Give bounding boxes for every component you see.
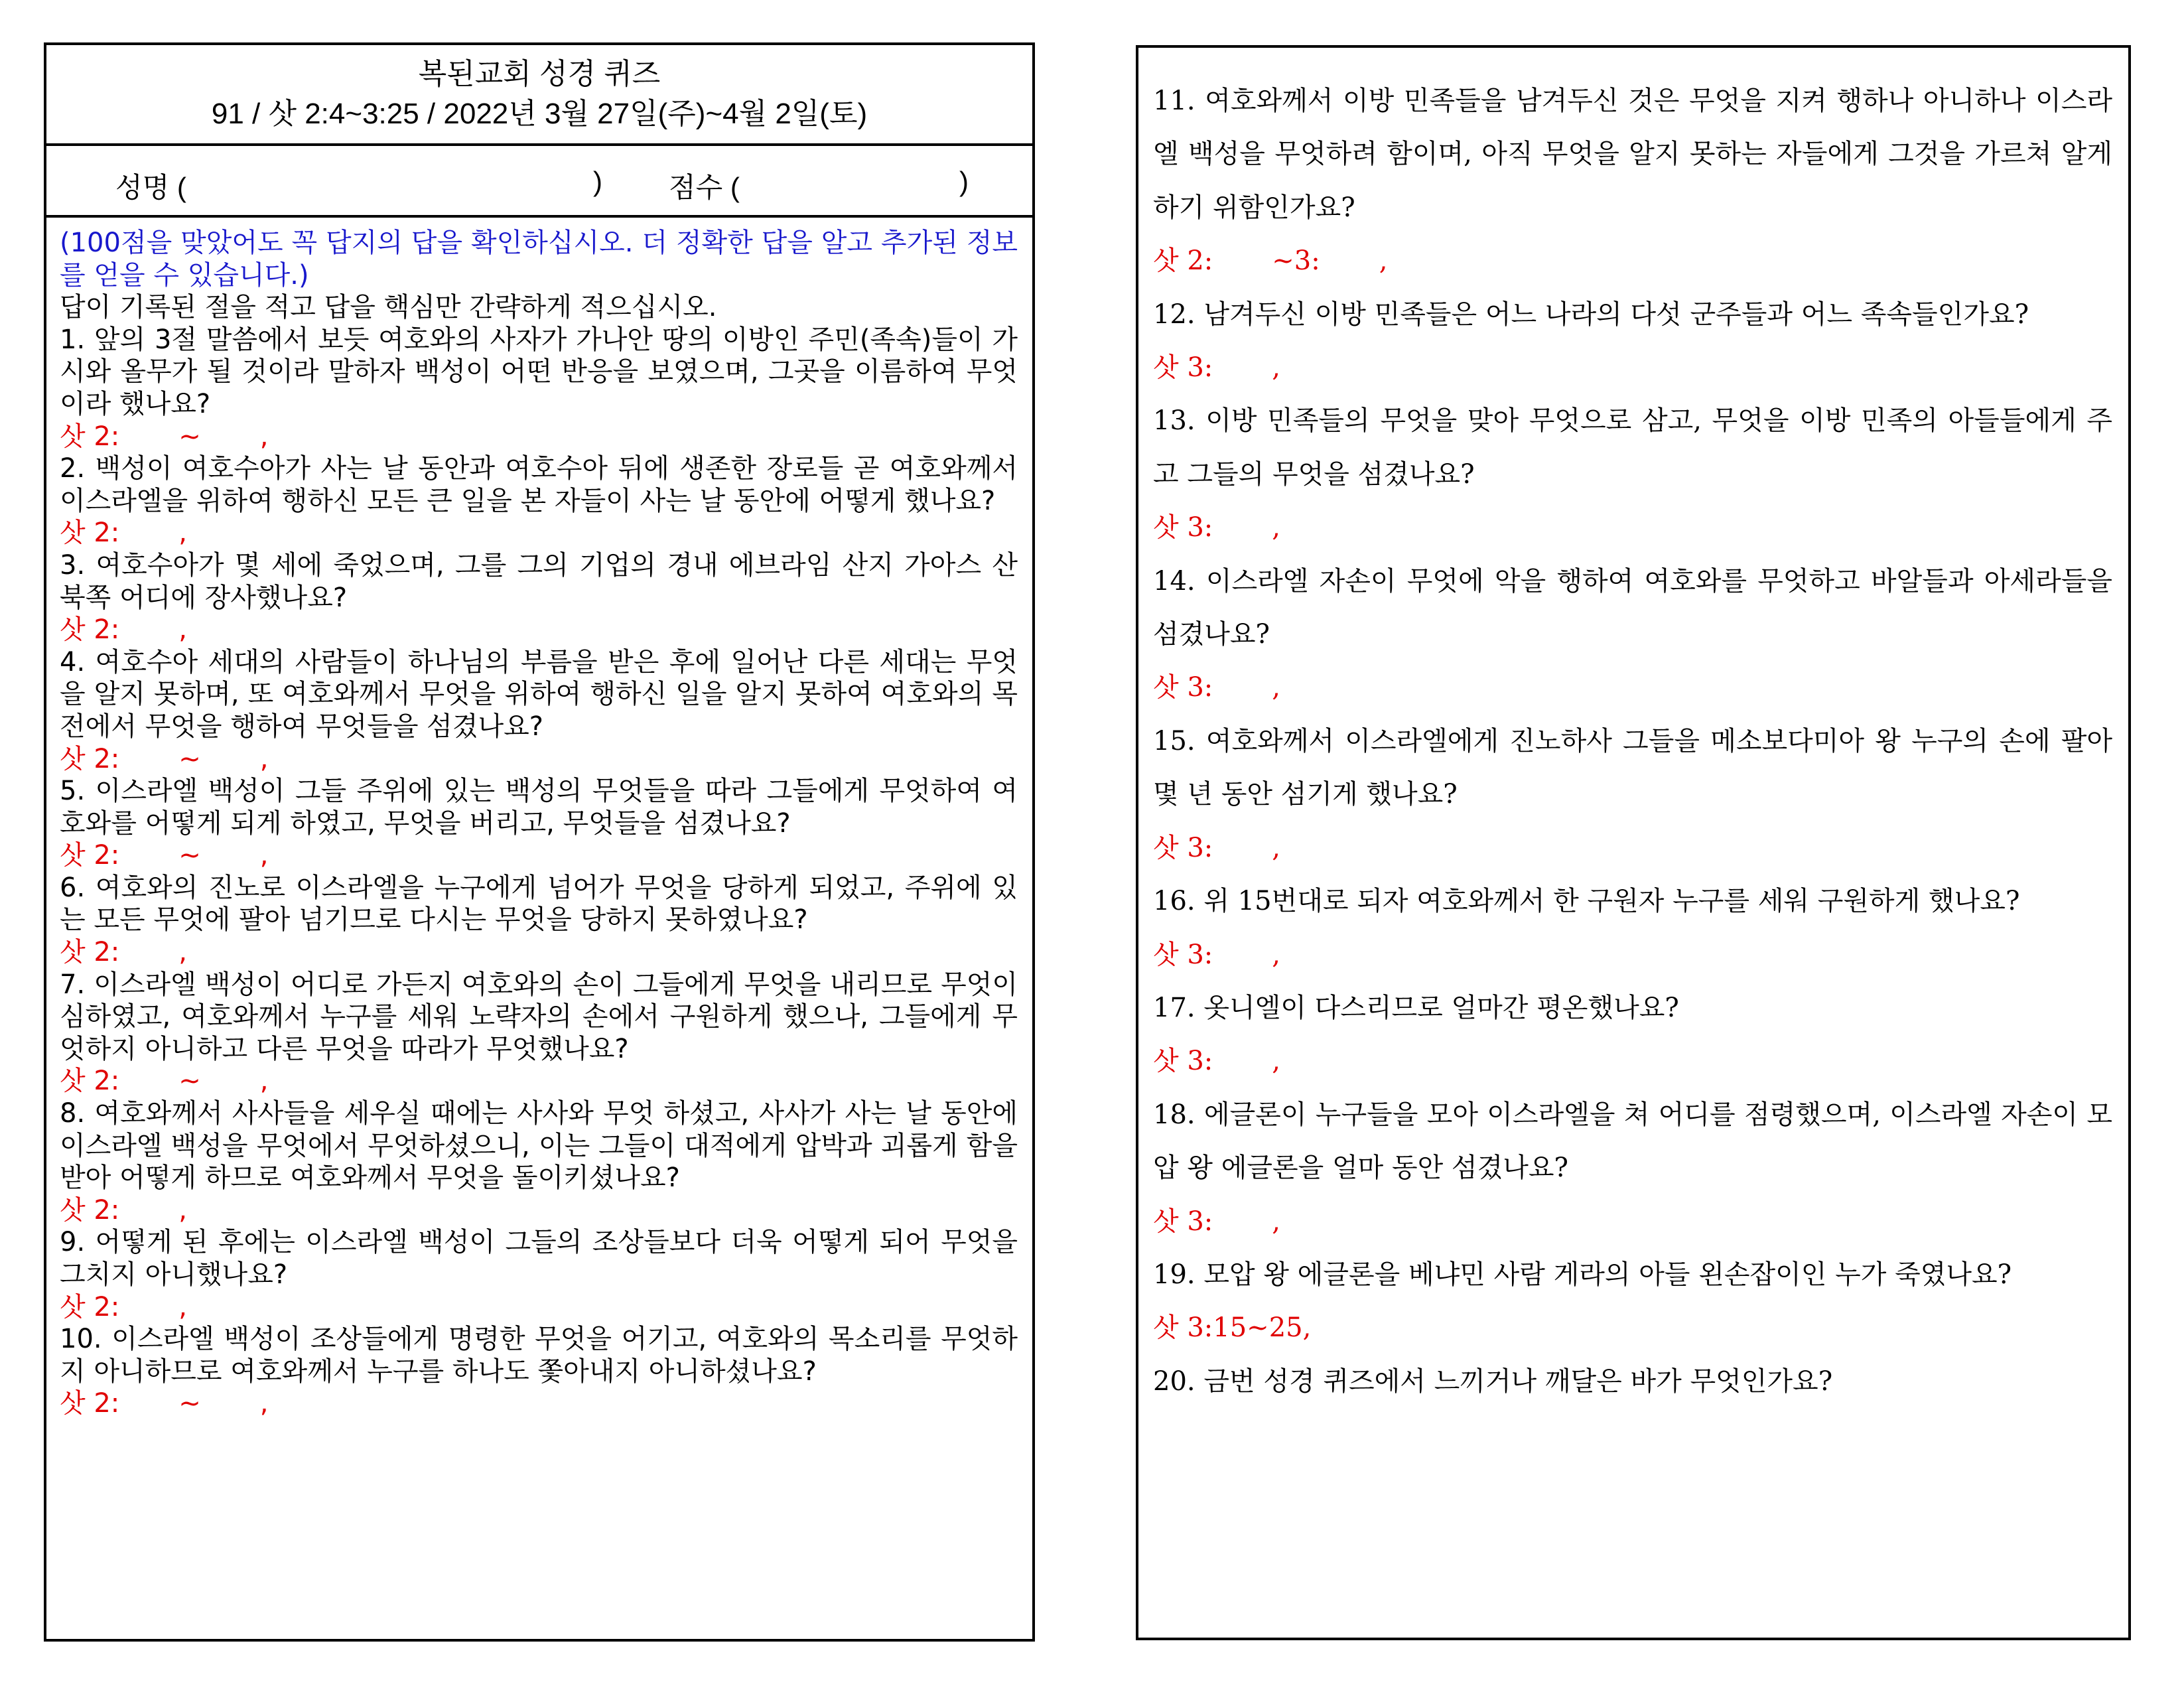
question-7 (60, 969, 1018, 1097)
question-text: 11. 여호와께서 이방 민족들을 남겨두신 것은 무엇을 지켜 행하나 아니하나 이스라엘 백성을 무엇하려 함이며, 아직 무엇을 알지 못하는 자들에게 그것을 가르쳐 알게 하기 위함인가요? (1153, 86, 2112, 223)
question-text: 20. 금번 성경 퀴즈에서 느끼거나 깨달은 바가 무엇인가요? (1153, 1366, 1833, 1397)
question-4 (60, 646, 1018, 775)
answer-reference: 삿 2: ~ , (60, 421, 269, 452)
question-6 (60, 872, 1018, 969)
question-text: 13. 이방 민족들의 무엇을 맞아 무엇으로 삼고, 무엇을 이방 민족의 아들들에게 주고 그들의 무엇을 섬겼나요? (1153, 405, 2112, 490)
question-17 (1153, 981, 2112, 1088)
question-text: 17. 옷니엘이 다스리므로 얼마간 평온했나요? (1153, 992, 1679, 1023)
question-text: 4. 여호수아 세대의 사람들이 하나님의 부름을 받은 후에 일어난 다른 세대는 무엇을 알지 못하며, 또 여호와께서 무엇을 위하여 행하신 일을 알지 못하여 여호와의 목전에서 무엇을 행하여 무엇들을 섬겼나요? (60, 646, 1018, 742)
answer-reference: 삿 2: , (60, 1291, 187, 1322)
instruction-text: 답이 기록된 절을 적고 답을 핵심만 간략하게 적으십시오. (60, 292, 717, 323)
question-text: 7. 이스라엘 백성이 어디로 가든지 여호와의 손이 그들에게 무엇을 내리므로 무엇이 심하였고, 여호와께서 누구를 세워 노략자의 손에서 구원하게 했으나, 그들에게 무엇하지 아니하고 다른 무엇을 따라가 무엇했나요? (60, 969, 1018, 1064)
answer-reference: 삿 3: , (1153, 1206, 1280, 1237)
question-text: 16. 위 15번대로 되자 여호와께서 한 구원자 누구를 세워 구원하게 했나요? (1153, 886, 2020, 917)
question-16 (1153, 875, 2112, 981)
answer-reference: 삿 2: ~ , (60, 1388, 269, 1419)
question-19 (1153, 1248, 2112, 1355)
question-text: 10. 이스라엘 백성이 조상들에게 명령한 무엇을 어기고, 여호와의 목소리를 무엇하지 아니하므로 여호와께서 누구를 하나도 쫓아내지 아니하셨나요? (60, 1324, 1018, 1387)
page-subtitle: 91 / 삿 2:4~3:25 / 2022년 3월 27일(주)~4월 2일(토) (211, 98, 868, 130)
question-5 (60, 775, 1018, 872)
question-text: 9. 어떻게 된 후에는 이스라엘 백성이 그들의 조상들보다 더욱 어떻게 되어 무엇을 그치지 아니했나요? (60, 1227, 1018, 1290)
name-close: ) (593, 166, 602, 197)
question-text: 19. 모압 왕 에글론을 베냐민 사람 게라의 아들 왼손잡이인 누가 죽였나요? (1153, 1259, 2012, 1290)
answer-reference: 삿 3: , (1153, 939, 1280, 970)
answer-reference: 삿 3: , (1153, 352, 1280, 384)
question-3 (60, 549, 1018, 646)
question-text: 8. 여호와께서 사사들을 세우실 때에는 사사와 무엇 하셨고, 사사가 사는 날 동안에 이스라엘 백성을 무엇에서 무엇하셨으니, 이는 그들이 대적에게 압박과 괴롭게 함을 받아 어떻게 하므로 여호와께서 무엇을 돌이키셨나요? (60, 1098, 1018, 1194)
question-18 (1153, 1088, 2112, 1248)
question-text: 1. 앞의 3절 말씀에서 보듯 여호와의 사자가 가나안 땅의 이방인 주민(족속)들이 가시와 올무가 될 것이라 말하자 백성이 어떤 반응을 보였으며, 그곳을 이름하여 무엇이라 했나요? (60, 324, 1018, 419)
question-text: 15. 여호와께서 이스라엘에게 진노하사 그들을 메소보다미아 왕 누구의 손에 팔아 몇 년 동안 섬기게 했나요? (1153, 725, 2112, 810)
question-text: 18. 에글론이 누구들을 모아 이스라엘을 쳐 어디를 점령했으며, 이스라엘 자손이 모압 왕 에글론을 얼마 동안 섬겼나요? (1153, 1099, 2112, 1184)
page-title: 복된교회 성경 퀴즈 (418, 58, 661, 90)
question-text: 14. 이스라엘 자손이 무엇에 악을 행하여 여호와를 무엇하고 바알들과 아세라들을 섬겼나요? (1153, 565, 2112, 650)
question-9 (60, 1226, 1018, 1323)
answer-reference: 삿 3:15~25, (1153, 1312, 1312, 1344)
name-label: 성명 ( (115, 172, 186, 203)
answer-reference: 삿 3: , (1153, 672, 1280, 703)
question-10 (60, 1323, 1018, 1420)
answer-reference: 삿 2: , (60, 614, 187, 646)
answer-reference: 삿 3: , (1153, 1046, 1280, 1077)
answer-reference: 삿 2: , (60, 937, 187, 968)
quiz-right-panel (1136, 45, 2131, 1640)
question-13 (1153, 394, 2112, 554)
question-2 (60, 453, 1018, 549)
question-11 (1153, 74, 2112, 288)
question-text: 2. 백성이 여호수아가 사는 날 동안과 여호수아 뒤에 생존한 장로들 곧 여호와께서 이스라엘을 위하여 행하신 모든 큰 일을 본 자들이 사는 날 동안에 어떻게 했나요? (60, 453, 1018, 516)
score-close: ) (959, 166, 969, 197)
question-text: 12. 남겨두신 이방 민족들은 어느 나라의 다섯 군주들과 어느 족속들인가요? (1153, 299, 2029, 330)
question-text: 3. 여호수아가 몇 세에 죽었으며, 그를 그의 기업의 경내 에브라임 산지 가아스 산 북쪽 어디에 장사했나요? (60, 549, 1018, 613)
question-12 (1153, 288, 2112, 395)
question-text: 5. 이스라엘 백성이 그들 주위에 있는 백성의 무엇들을 따라 그들에게 무엇하여 여호와를 어떻게 되게 하였고, 무엇을 버리고, 무엇들을 섬겼나요? (60, 776, 1018, 839)
question-14 (1153, 555, 2112, 715)
answer-reference: 삿 2: ~ , (60, 1066, 269, 1097)
question-15 (1153, 715, 2112, 875)
right-question-list (1153, 74, 2112, 1408)
answer-reference: 삿 3: , (1153, 832, 1280, 863)
answer-reference: 삿 2: ~ , (60, 743, 269, 774)
answer-reference: 삿 3: , (1153, 512, 1280, 543)
quiz-left-panel (44, 42, 1035, 1642)
question-1 (60, 324, 1018, 453)
answer-reference: 삿 2: , (60, 518, 187, 549)
question-20 (1153, 1355, 2112, 1408)
name-score-row (46, 146, 1032, 218)
question-text: 6. 여호와의 진노로 이스라엘을 누구에게 넘어가 무엇을 당하게 되었고, 주위에 있는 모든 무엇에 팔아 넘기므로 다시는 무엇을 당하지 못하였나요? (60, 872, 1018, 936)
answer-reference: 삿 2: ~3: , (1153, 246, 1388, 277)
notice-text: (100점을 맞았어도 꼭 답지의 답을 확인하십시오. 더 정확한 답을 알고 추가된 정보를 얻을 수 있습니다.) (60, 228, 1018, 291)
answer-reference: 삿 2: ~ , (60, 840, 269, 871)
left-question-list (46, 218, 1032, 1420)
quiz-header (46, 45, 1032, 146)
score-label: 점수 ( (669, 172, 740, 203)
question-8 (60, 1097, 1018, 1226)
answer-reference: 삿 2: , (60, 1194, 187, 1226)
